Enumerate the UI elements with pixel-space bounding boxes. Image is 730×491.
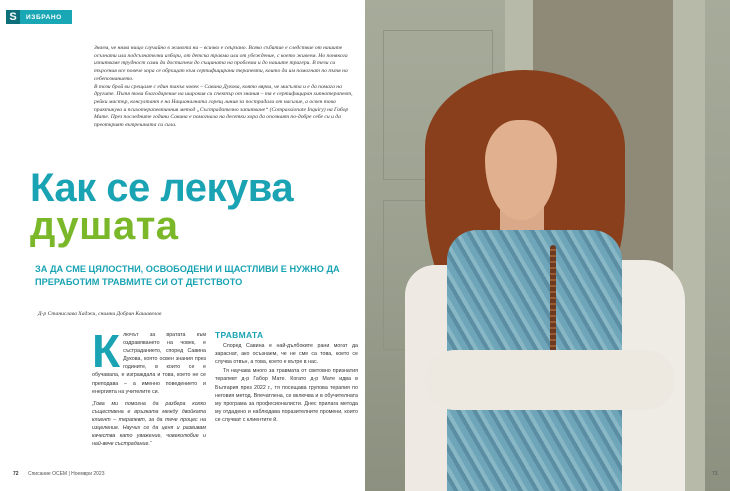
section-label: ИЗБРАНО bbox=[26, 13, 62, 21]
magazine-issue: Списание ОСЕМ | Ноември 2023 bbox=[27, 471, 105, 477]
drop-cap: К bbox=[92, 325, 121, 377]
intro-paragraph-1: Знаем, че няма нищо случайно в живота ни – всичко е свързано. Всяко събитие е следствие от нашите осъзнати или подсъзнателни избори, от детска травма или от убеждение, с което живеем. Но понякога изпитваме трудност сами да достигнем до същината на проблема и до нашите тригери. В тези си търсения все повече хора се обръщат към сертифицирани терапевти, които да им помогнат по пътя на себепознанието. bbox=[94, 45, 348, 82]
page-number-left: 72 bbox=[13, 471, 19, 477]
intro-text bbox=[94, 45, 353, 130]
footer-left bbox=[13, 471, 105, 477]
portrait-photo bbox=[365, 0, 730, 491]
article-column-2 bbox=[215, 331, 358, 425]
section-tag bbox=[6, 10, 72, 24]
byline: Д-р Станислава Хаджи, снимки Добрин Кашавелов bbox=[38, 311, 162, 317]
page-number-right: 73 bbox=[712, 471, 718, 477]
column-2-paragraph-2: Тя научава много за травмата от световно признатия терапевт д-р Габор Мате. Когато д-р Мате идва в България през 2022 г., тя посещава групова терапия по неговия метод. Впечатлена, се включва и в обучителната му програма за професионалисти. Днес прилага метода му отдадено и наблюдава поразителните промени, които се случват с клиентите й. bbox=[215, 368, 358, 423]
headline-line-1: Как се лекува bbox=[30, 166, 294, 210]
column-1-quote: „Това ми помогна да разбера колко съществена е връзката между двойката клиент – терапевт, за да тече процес на изцеление. Научих се да ценя и развивам качества като уважение, човеколюбие и най-вече състрадание.“ bbox=[92, 400, 206, 448]
article-column-1 bbox=[92, 325, 206, 448]
headline-line-2: душата bbox=[30, 204, 179, 248]
magazine-logo-icon: S bbox=[6, 10, 20, 24]
column-1-text: лючът за вратата към оздравяването на човек, е състраданието, според Савина Дукова, която освен знания през годините, в които се е обучавала, е изграждала и това, което не се преподава – а именно поведението и енергията на учителите си. bbox=[92, 332, 206, 395]
intro-paragraph-2: В този брой ви срещаме с един такъв човек – Савина Дукова, която вярва, че мисълта и е да помага на другите. Пътя това благодарение на широкия си спектър от знания – тя е сертифициран хипнотерапевт, рейки мастър, консултант е на Националната горещ линия за пострадали от насилие, а освен това практикува и психотерапевтичния метод „Състрадателно запитване“ (Compassionate Inquiry) на Габор Мате. През последните години Савина е помогнала на десетки хора да опознаят по-добре себе си и да преоткрият вътрешната си сила. bbox=[94, 83, 353, 129]
crossed-arms bbox=[425, 350, 675, 410]
section-heading-trauma: ТРАВМАТА bbox=[215, 330, 264, 340]
subheading: ЗА ДА СМЕ ЦЯЛОСТНИ, ОСВОБОДЕНИ И ЩАСТЛИВИ Е НУЖНО ДА ПРЕРАБОТИМ ТРАВМИТЕ СИ ОТ ДЕТСТВОТО bbox=[35, 264, 340, 287]
column-2-paragraph-1: Според Савина е най-дълбоките рани могат да зараснат, ако осъзнаем, че не сме са това, което се случва отвън, а това, което е вътре в нас. bbox=[215, 343, 358, 366]
